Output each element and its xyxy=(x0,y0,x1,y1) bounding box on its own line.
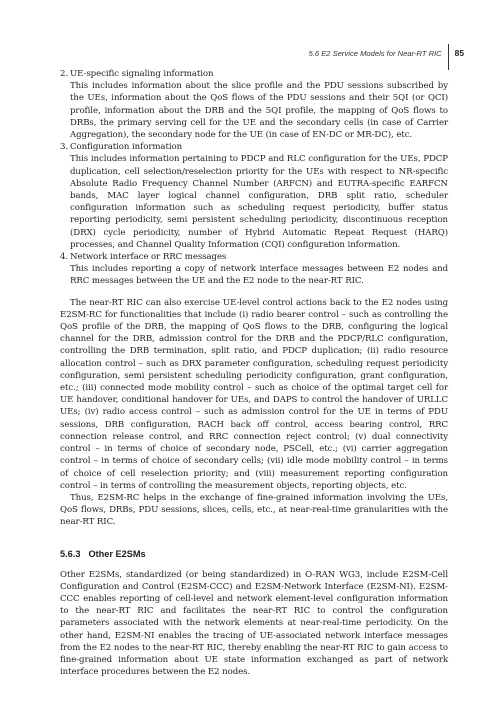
list-item-body: This includes reporting a copy of network interface messages between E2 nodes and RRC messages between the UE and the E2 node to the near-RT RIC. xyxy=(70,264,448,287)
body-paragraph-e2sm-rc-summary: Thus, E2SM-RC helps in the exchange of fine-grained information involving the UEs, QoS flows, DRBs, PDU sessions, slices, cells, etc., at near-real-time granularities with the near-RT RIC. xyxy=(60,492,448,528)
section-heading xyxy=(60,549,448,559)
body-paragraph-e2sm-rc-control: The near-RT RIC can also exercise UE-level control actions back to the E2 nodes using E2SM-RC for functionalities that include (i) radio bearer control – such as controlling the QoS profile of the DRB, the mapping of QoS flows to the DRB, configuring the logical channel for the DRB, admission control for the DRB and the PDCP/RLC configuration, controlling the DRB termination, split ratio, and PDCP duplication; (ii) radio resource allocation control – such as DRX parameter configuration, scheduling request periodicity configuration, semi persistent scheduling periodicity configuration, grant configuration, etc.; (iii) connected mode mobility control – such as choice of the optimal target cell for UE handover, conditional handover for UEs, and DAPS to control the handover of URLLC UEs; (iv) radio access control – such as admission control for the UE in terms of PDU sessions, DRB configuration, RACH back off control, access bearing control, RRC connection release control, and RRC connection reject control; (v) dual connectivity control – in terms of choice of secondary node, PSCell, etc.; (vi) carrier aggregation control – in terms of choice of secondary cells; (vii) idle mode mobility control – in terms of choice of cell reselection priority; and (viii) measurement reporting configuration control – in terms of controlling the measurement objects, reporting objects, etc. xyxy=(60,297,448,491)
page-number: 85 xyxy=(454,48,464,58)
list-item-body: This includes information about the slice profile and the PDU sessions subscribed by the UEs, information about the QoS flows of the PDU sessions and their 5QI (or QCI) profile, information about the DRB and the 5QI profile, the mapping of QoS flows to DRBs, the primary serving cell for the UE and the secondary cells (in case of Carrier Aggregation), the secondary node for the UE (in case of EN-DC or MR-DC), etc. xyxy=(70,81,448,141)
section-title: Other E2SMs xyxy=(88,548,146,559)
list-item xyxy=(60,251,448,288)
list-item xyxy=(60,68,448,141)
section-number: 5.6.3 xyxy=(60,548,81,559)
list-item-title: Network interface or RRC messages xyxy=(70,252,227,263)
list-item-number: 3. xyxy=(60,142,69,153)
information-list xyxy=(60,68,448,288)
body-paragraph-other-e2sms: Other E2SMs, standardized (or being standardized) in O-RAN WG3, include E2SM-Cell Configuration and Control (E2SM-CCC) and E2SM-Network Interface (E2SM-NI). E2SM-CCC enables reporting of cell-level and network element-level configuration information to the near-RT RIC and facilitates the near-RT RIC to control the configuration parameters associated with the network elements at near-real-time periodicity. On the other hand, E2SM-NI enables the tracing of UE-associated network interface messages from the E2 nodes to the near-RT RIC, thereby enabling the near-RT RIC to gain access to fine-grained information about UE state information exchanged as part of network interface procedures between the E2 nodes. xyxy=(60,569,448,678)
list-item-body: This includes information pertaining to PDCP and RLC configuration for the UEs, PDCP duplication, cell selection/reselection priority for the UEs with respect to NR-specific Absolute Radio Frequency Channel Number (ARFCN) and EUTRA-specific EARFCN bands, MAC layer logical channel configuration, DRB split ratio, scheduler configuration information such as scheduling request periodicity, buffer status reporting periodicity, semi persistent scheduling periodicity, discontinuous reception (DRX) cycle periodicity, number of Hybrid Automatic Repeat Request (HARQ) processes, and Channel Quality Information (CQI) configuration information. xyxy=(70,154,448,250)
running-head xyxy=(309,40,464,66)
running-head-section: 5.6 E2 Service Models for Near-RT RIC xyxy=(308,48,442,58)
list-item xyxy=(60,141,448,251)
list-item-number: 2. xyxy=(60,69,69,79)
page-body xyxy=(60,68,448,678)
list-item-title: UE-specific signaling information xyxy=(70,69,214,79)
running-head-divider xyxy=(448,44,449,70)
list-item-title: Configuration information xyxy=(70,142,183,153)
list-item-number: 4. xyxy=(60,252,69,263)
